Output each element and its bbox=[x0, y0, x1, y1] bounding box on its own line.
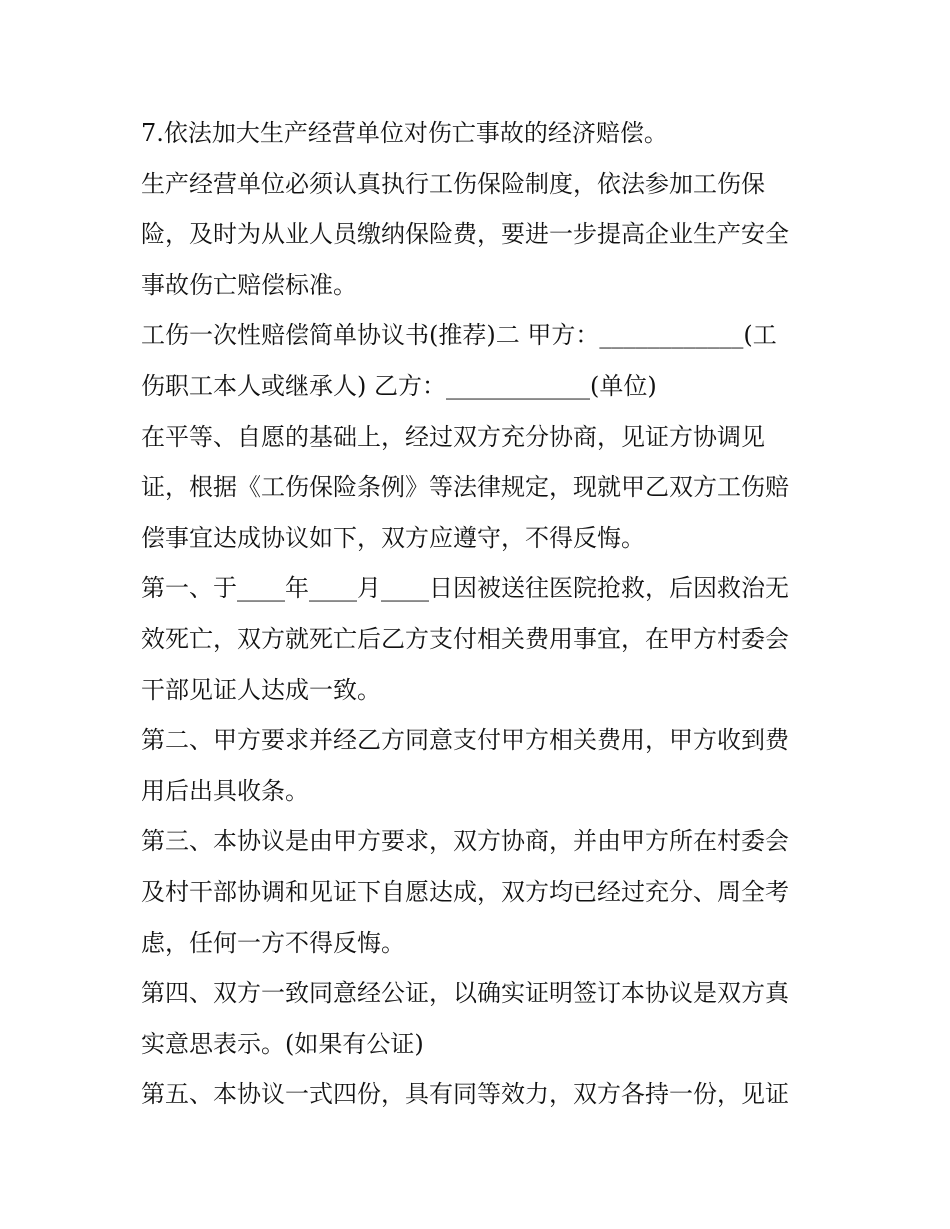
text-line: 证，根据《工伤保险条例》等法律规定，现就甲乙双方工伤赔 bbox=[141, 473, 789, 502]
text-line: 事故伤亡赔偿标准。 bbox=[141, 270, 357, 299]
text-line: 虑，任何一方不得反悔。 bbox=[141, 928, 405, 957]
text-line: 第二、甲方要求并经乙方同意支付甲方相关费用，甲方收到费 bbox=[141, 726, 789, 755]
document-body bbox=[141, 108, 821, 1120]
text-line: 伤职工本人或继承人) 乙方：____________(单位) bbox=[141, 371, 657, 400]
text-line: 实意思表示。(如果有公证) bbox=[141, 1029, 424, 1058]
text-line: 生产经营单位必须认真执行工伤保险制度，依法参加工伤保 bbox=[141, 169, 765, 198]
text-line: 第三、本协议是由甲方要求，双方协商，并由甲方所在村委会 bbox=[141, 827, 789, 856]
text-line: 第四、双方一致同意经公证，以确实证明签订本协议是双方真 bbox=[141, 979, 789, 1008]
text-line: 第五、本协议一式四份，具有同等效力，双方各持一份，见证 bbox=[141, 1080, 789, 1109]
text-line: 7.依法加大生产经营单位对伤亡事故的经济赔偿。 bbox=[141, 119, 668, 147]
text-line: 第一、于____年____月____日因被送往医院抢救，后因救治无 bbox=[141, 574, 789, 603]
text-line: 效死亡，双方就死亡后乙方支付相关费用事宜，在甲方村委会 bbox=[141, 624, 789, 653]
text-line: 险，及时为从业人员缴纳保险费，要进一步提高企业生产安全 bbox=[141, 220, 789, 249]
text-line: 干部见证人达成一致。 bbox=[141, 675, 381, 704]
text-line: 工伤一次性赔偿简单协议书(推荐)二 甲方：____________(工 bbox=[141, 321, 777, 350]
text-line: 及村干部协调和见证下自愿达成，双方均已经过充分、周全考 bbox=[141, 877, 789, 906]
text-line: 偿事宜达成协议如下，双方应遵守，不得反悔。 bbox=[141, 523, 645, 552]
text-line: 在平等、自愿的基础上，经过双方充分协商，见证方协调见 bbox=[141, 422, 765, 451]
text-line: 用后出具收条。 bbox=[141, 776, 309, 805]
